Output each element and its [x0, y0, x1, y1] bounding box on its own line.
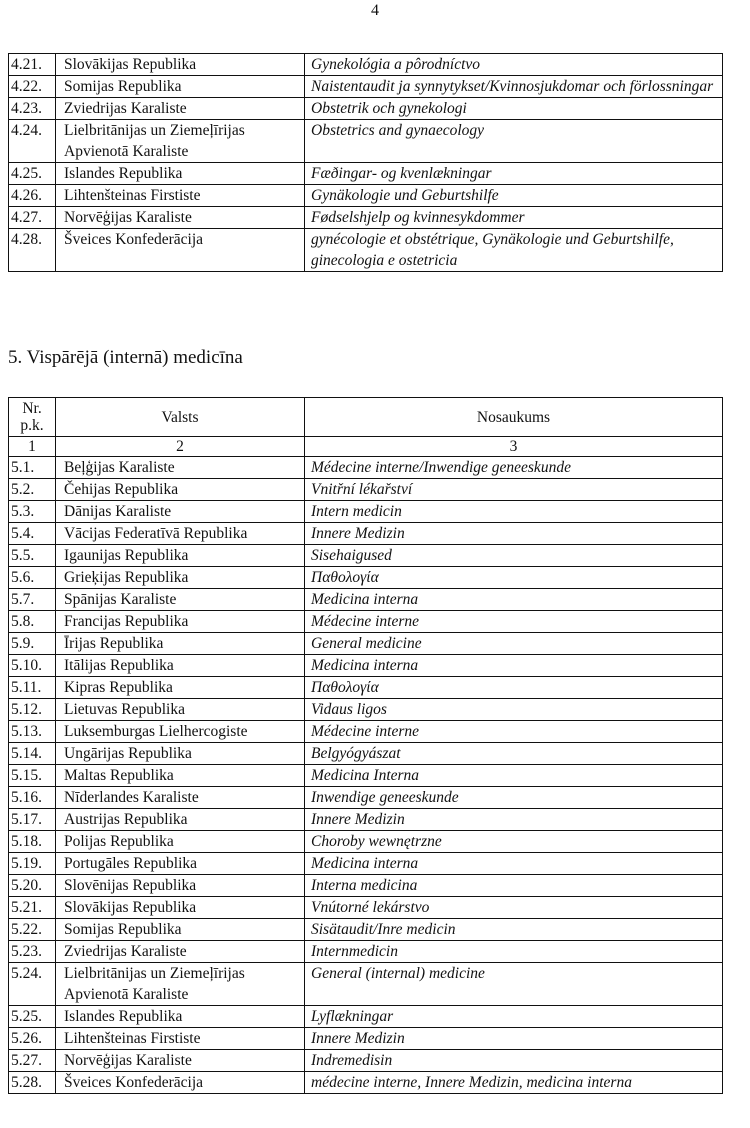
table-row: [9, 633, 723, 655]
table-row: [9, 545, 723, 567]
row-number: 5.20.: [9, 875, 56, 897]
table-row: [9, 1050, 723, 1072]
row-specialty-name: Vnitřní lékařství: [305, 479, 723, 501]
table-row: [9, 523, 723, 545]
section-5-title: 5. Vispārējā (internā) medicīna: [8, 347, 243, 368]
row-specialty-name: Vidaus ligos: [305, 699, 723, 721]
row-specialty-name: Internmedicin: [305, 941, 723, 963]
row-number: 5.9.: [9, 633, 56, 655]
row-number: 5.14.: [9, 743, 56, 765]
table-row: [9, 76, 723, 98]
table-row: [9, 809, 723, 831]
table-row: [9, 1006, 723, 1028]
table-row: [9, 185, 723, 207]
table-row: [9, 54, 723, 76]
row-number: 5.23.: [9, 941, 56, 963]
row-specialty-name: Lyflækningar: [305, 1006, 723, 1028]
row-country: Šveices Konfederācija: [56, 1072, 305, 1094]
row-specialty-name: Sisehaigused: [305, 545, 723, 567]
table-row: [9, 1028, 723, 1050]
row-country: Polijas Republika: [56, 831, 305, 853]
row-specialty-name: Innere Medizin: [305, 1028, 723, 1050]
row-number: 5.4.: [9, 523, 56, 545]
header-name: Nosaukums: [305, 398, 723, 437]
header-country: Valsts: [56, 398, 305, 437]
row-specialty-name: Sisätaudit/Inre medicin: [305, 919, 723, 941]
row-country: Slovākijas Republika: [56, 897, 305, 919]
row-country: Lihtenšteinas Firstiste: [56, 1028, 305, 1050]
row-specialty-name: Innere Medizin: [305, 809, 723, 831]
row-specialty-name: Belgyógyászat: [305, 743, 723, 765]
row-country: Luksemburgas Lielhercogiste: [56, 721, 305, 743]
row-number: 5.21.: [9, 897, 56, 919]
row-specialty-name: Vnútorné lekárstvo: [305, 897, 723, 919]
row-country: Čehijas Republika: [56, 479, 305, 501]
table-row: [9, 853, 723, 875]
row-country: Nīderlandes Karaliste: [56, 787, 305, 809]
row-number: 5.26.: [9, 1028, 56, 1050]
row-country: Norvēģijas Karaliste: [56, 1050, 305, 1072]
row-specialty-name: Gynekológia a pôrodníctvo: [305, 54, 723, 76]
row-specialty-name: Παθολογία: [305, 567, 723, 589]
table-row: [9, 567, 723, 589]
table-row: [9, 963, 723, 1006]
specialty-table-5: [8, 397, 723, 1094]
row-number: 5.28.: [9, 1072, 56, 1094]
table-row: [9, 457, 723, 479]
row-number: 5.5.: [9, 545, 56, 567]
row-country: Islandes Republika: [56, 1006, 305, 1028]
column-index-3: 3: [305, 437, 723, 457]
row-specialty-name: Medicina interna: [305, 655, 723, 677]
row-specialty-name: Gynäkologie und Geburtshilfe: [305, 185, 723, 207]
table-row: [9, 699, 723, 721]
row-country: Lielbritānijas un Ziemeļīrijas Apvienotā Karaliste: [56, 963, 305, 1006]
table-row: [9, 611, 723, 633]
row-country: Ungārijas Republika: [56, 743, 305, 765]
table-row: [9, 831, 723, 853]
row-country: Vācijas Federatīvā Republika: [56, 523, 305, 545]
row-country: Francijas Republika: [56, 611, 305, 633]
row-country: Somijas Republika: [56, 76, 305, 98]
table-row: [9, 875, 723, 897]
row-number: 5.18.: [9, 831, 56, 853]
column-index-1: 1: [9, 437, 56, 457]
row-country: Itālijas Republika: [56, 655, 305, 677]
row-specialty-name: Fæðingar- og kvenlækningar: [305, 163, 723, 185]
table-row: [9, 98, 723, 120]
table-row: [9, 589, 723, 611]
row-country: Īrijas Republika: [56, 633, 305, 655]
row-number: 5.13.: [9, 721, 56, 743]
row-country: Igaunijas Republika: [56, 545, 305, 567]
row-specialty-name: Παθολογία: [305, 677, 723, 699]
row-specialty-name: Interna medicina: [305, 875, 723, 897]
row-country: Slovēnijas Republika: [56, 875, 305, 897]
row-specialty-name: Inwendige geneeskunde: [305, 787, 723, 809]
row-number: 5.27.: [9, 1050, 56, 1072]
table-row: [9, 207, 723, 229]
row-number: 4.23.: [9, 98, 56, 120]
row-number: 5.12.: [9, 699, 56, 721]
table-header-row: [9, 398, 723, 437]
row-number: 5.24.: [9, 963, 56, 1006]
row-country: Lielbritānijas un Ziemeļīrijas Apvienotā Karaliste: [56, 120, 305, 163]
table-row: [9, 655, 723, 677]
table-row: [9, 1072, 723, 1094]
table-row: [9, 787, 723, 809]
row-number: 5.15.: [9, 765, 56, 787]
row-specialty-name: Innere Medizin: [305, 523, 723, 545]
table-row: [9, 120, 723, 163]
row-specialty-name: Choroby wewnętrzne: [305, 831, 723, 853]
column-number-row: [9, 437, 723, 457]
row-country: Šveices Konfederācija: [56, 229, 305, 272]
row-number: 5.3.: [9, 501, 56, 523]
row-country: Islandes Republika: [56, 163, 305, 185]
row-specialty-name: General medicine: [305, 633, 723, 655]
table-row: [9, 941, 723, 963]
header-num: Nr. p.k.: [9, 398, 56, 437]
page-number: 4: [371, 2, 379, 19]
row-number: 4.25.: [9, 163, 56, 185]
row-specialty-name: Indremedisin: [305, 1050, 723, 1072]
row-number: 4.26.: [9, 185, 56, 207]
table-row: [9, 743, 723, 765]
row-country: Austrijas Republika: [56, 809, 305, 831]
row-country: Kipras Republika: [56, 677, 305, 699]
row-specialty-name: gynécologie et obstétrique, Gynäkologie und Geburtshilfe, ginecologia e ostetricia: [305, 229, 723, 272]
row-country: Zviedrijas Karaliste: [56, 98, 305, 120]
table-row: [9, 163, 723, 185]
row-specialty-name: Obstetrics and gynaecology: [305, 120, 723, 163]
row-country: Norvēģijas Karaliste: [56, 207, 305, 229]
table-row: [9, 677, 723, 699]
row-country: Lihtenšteinas Firstiste: [56, 185, 305, 207]
row-specialty-name: médecine interne, Innere Medizin, medicina interna: [305, 1072, 723, 1094]
table-row: [9, 721, 723, 743]
row-number: 4.28.: [9, 229, 56, 272]
table-row: [9, 765, 723, 787]
row-specialty-name: Médecine interne: [305, 611, 723, 633]
row-country: Maltas Republika: [56, 765, 305, 787]
row-specialty-name: Naistentaudit ja synnytykset/Kvinnosjukdomar och förlossningar: [305, 76, 723, 98]
row-number: 5.16.: [9, 787, 56, 809]
row-country: Lietuvas Republika: [56, 699, 305, 721]
row-country: Slovākijas Republika: [56, 54, 305, 76]
row-specialty-name: Obstetrik och gynekologi: [305, 98, 723, 120]
row-specialty-name: Intern medicin: [305, 501, 723, 523]
row-country: Grieķijas Republika: [56, 567, 305, 589]
row-number: 4.22.: [9, 76, 56, 98]
row-country: Somijas Republika: [56, 919, 305, 941]
row-country: Zviedrijas Karaliste: [56, 941, 305, 963]
row-specialty-name: Médecine interne: [305, 721, 723, 743]
table-row: [9, 501, 723, 523]
specialty-table-4-continuation: [8, 53, 723, 272]
table-row: [9, 479, 723, 501]
row-number: 5.2.: [9, 479, 56, 501]
row-specialty-name: Medicina interna: [305, 589, 723, 611]
row-specialty-name: Médecine interne/Inwendige geneeskunde: [305, 457, 723, 479]
row-number: 4.24.: [9, 120, 56, 163]
table-row: [9, 229, 723, 272]
row-number: 5.17.: [9, 809, 56, 831]
row-specialty-name: Medicina interna: [305, 853, 723, 875]
row-number: 5.8.: [9, 611, 56, 633]
row-country: Portugāles Republika: [56, 853, 305, 875]
row-number: 5.19.: [9, 853, 56, 875]
table-row: [9, 897, 723, 919]
row-number: 5.25.: [9, 1006, 56, 1028]
row-number: 5.10.: [9, 655, 56, 677]
row-specialty-name: Medicina Interna: [305, 765, 723, 787]
row-number: 5.22.: [9, 919, 56, 941]
row-country: Spānijas Karaliste: [56, 589, 305, 611]
row-number: 5.6.: [9, 567, 56, 589]
table-row: [9, 919, 723, 941]
row-number: 5.1.: [9, 457, 56, 479]
row-country: Beļģijas Karaliste: [56, 457, 305, 479]
row-specialty-name: General (internal) medicine: [305, 963, 723, 1006]
row-number: 5.11.: [9, 677, 56, 699]
row-number: 5.7.: [9, 589, 56, 611]
row-country: Dānijas Karaliste: [56, 501, 305, 523]
row-specialty-name: Fødselshjelp og kvinnesykdommer: [305, 207, 723, 229]
row-number: 4.21.: [9, 54, 56, 76]
row-number: 4.27.: [9, 207, 56, 229]
column-index-2: 2: [56, 437, 305, 457]
